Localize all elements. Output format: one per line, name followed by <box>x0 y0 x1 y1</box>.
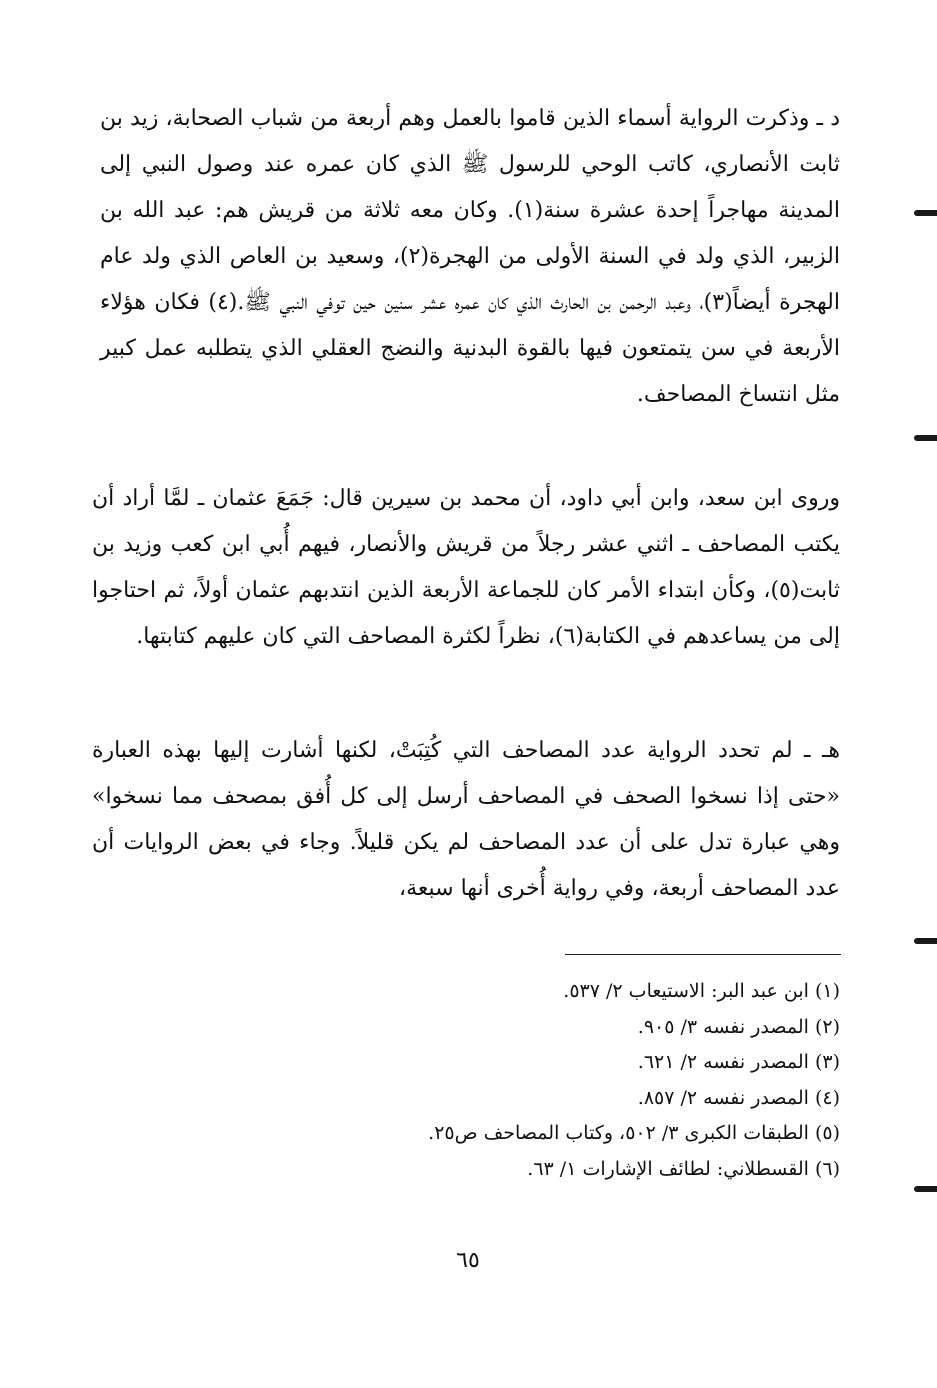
paragraph-h: هـ ـ لم تحدد الرواية عدد المصاحف التي كُتِبَتْ، لكنها أشارت إليها بهذه العبارة «حتى إذا نسخوا الصحف في المصاحف أرسل إلى كل أُفق بمصحف مما نسخوا» وهي عبارة تدل على أن عدد المصاحف لم يكن قليلاً. وجاء في بعض الروايات أن عدد المصاحف أربعة، وفي رواية أُخرى أنها سبعة، <box>92 738 840 901</box>
scan-edge-mark <box>914 1186 937 1192</box>
scan-edge-mark <box>914 210 937 216</box>
footnote-6: (٦) القسطلاني: لطائف الإشارات ١/ ٦٣. <box>527 1157 840 1180</box>
footnote-separator <box>565 954 841 955</box>
footnote-2: (٢) المصدر نفسه ٣/ ٩٠٥. <box>637 1015 840 1038</box>
paragraph-d: د ـ وذكرت الرواية أسماء الذين قاموا بالعمل وهم أربعة من شباب الصحابة، زيد بن ثابت الأنصاري، كاتب الوحي للرسول ﷺ الذي كان عمره عند وصول النبي إلى المدينة مهاجراً إحدة عشرة سنة(١). وكان معه ثلاثة من قريش هم: عبد الله بن الزبير، الذي ولد في السنة الأولى من الهجرة(٢)، وسعيد بن العاص الذي ولد عام الهجرة أيضاً(٣)، وعبد الرحمن بن الحارث الذي كان عمره عشر سنين حين توفي النبي ﷺ.(٤) فكان هؤلاء الأربعة في سن يتمتعون فيها بالقوة البدنية والنضج العقلي الذي يتطلبه عمل كبير مثل انتساخ المصاحف. <box>100 106 841 407</box>
page-number: ٦٥ <box>456 1248 480 1273</box>
footnote-5: (٥) الطبقات الكبرى ٣/ ٥٠٢، وكتاب المصاحف ص٢٥. <box>428 1122 840 1144</box>
footnote-4: (٤) المصدر نفسه ٢/ ٨٥٧. <box>637 1086 840 1109</box>
scan-edge-mark <box>914 435 937 441</box>
footnotes <box>300 974 840 1187</box>
scan-edge-mark <box>914 938 937 944</box>
paragraph-ibn-saad: وروى ابن سعد، وابن أبي داود، أن محمد بن سيرين قال: جَمَعَ عثمان ـ لمَّا أراد أن يكتب المصاحف ـ اثني عشر رجلاً من قريش والأنصار، فيهم أُبي ابن كعب وزيد بن ثابت(٥)، وكأن ابتداء الأمر كان للجماعة الأربعة الذين انتدبهم عثمان أولاً، ثم احتاجوا إلى من يساعدهم في الكتابة(٦)، نظراً لكثرة المصاحف التي كان عليهم كتابتها. <box>92 486 840 649</box>
footnote-3: (٣) المصدر نفسه ٢/ ٦٢١. <box>637 1051 840 1073</box>
footnote-1: (١) ابن عبد البر: الاستيعاب ٢/ ٥٣٧. <box>563 980 840 1002</box>
